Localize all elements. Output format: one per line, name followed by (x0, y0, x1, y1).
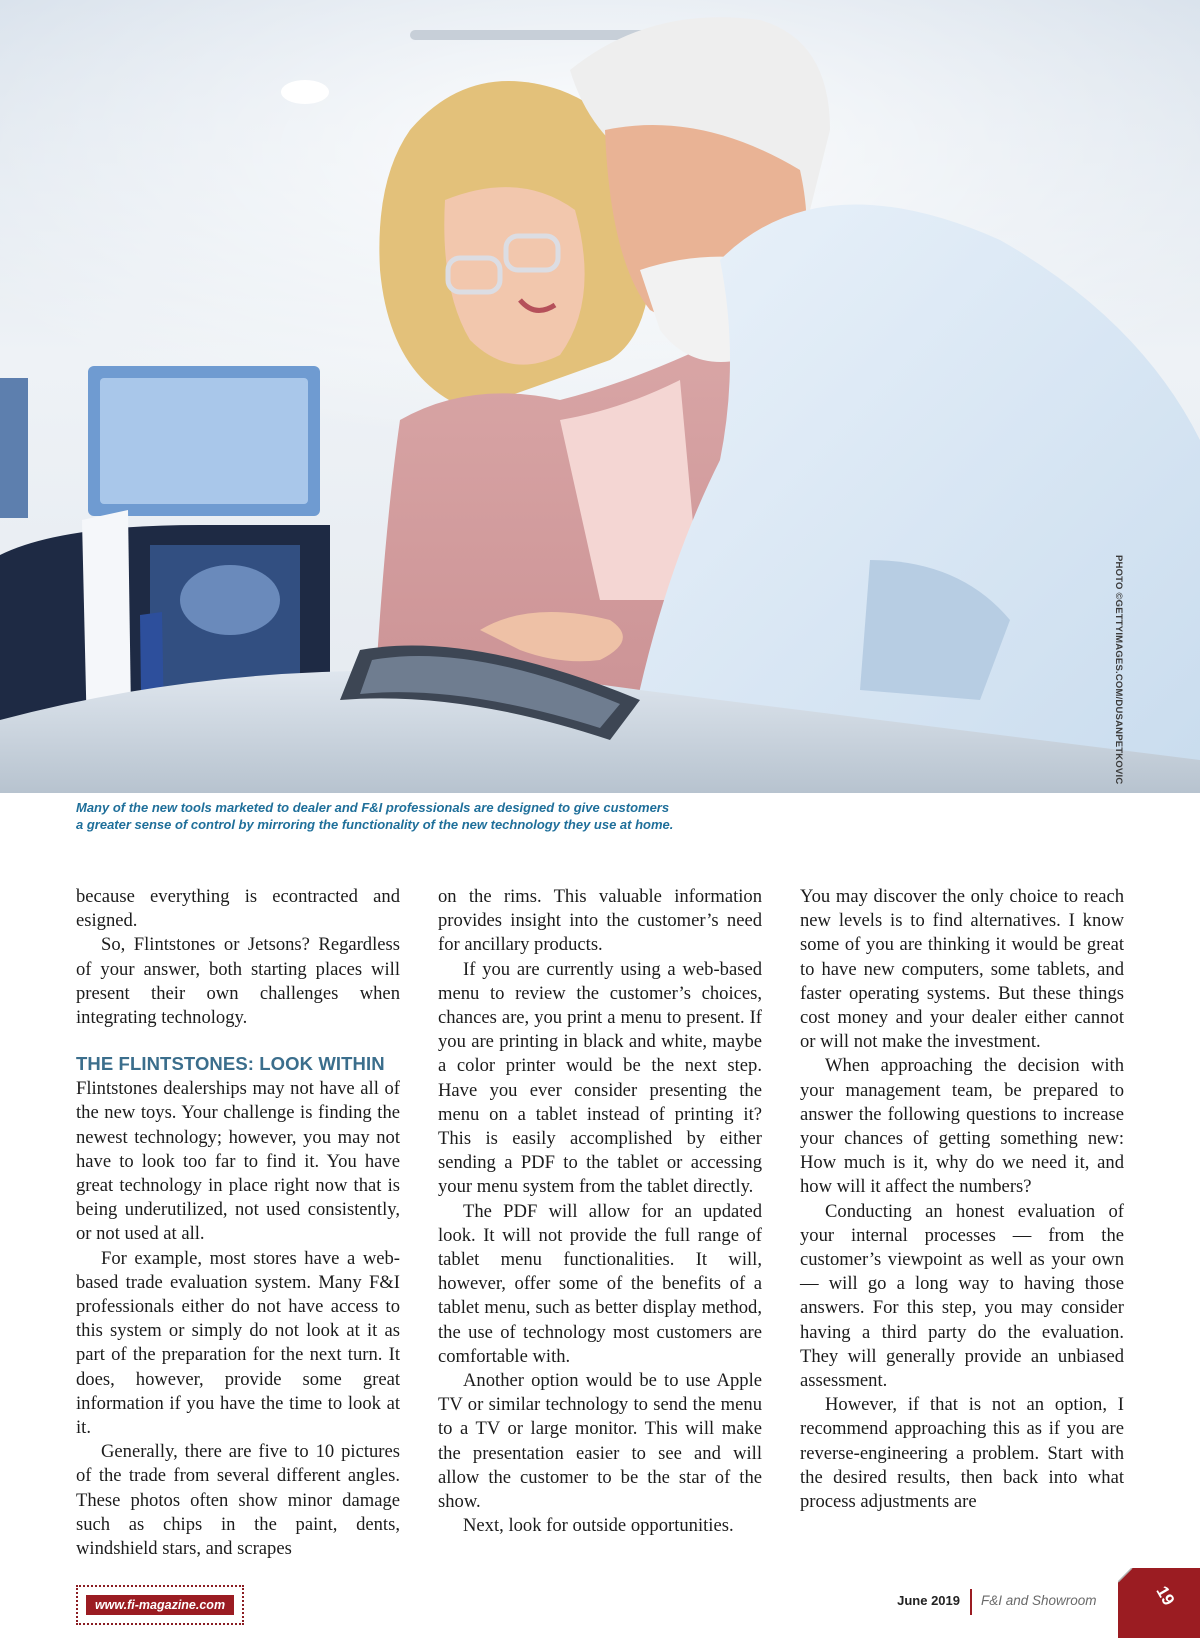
photo-couple-tablet-illustration (0, 0, 1200, 793)
hero-photo (0, 0, 1200, 793)
footer-divider (970, 1589, 972, 1615)
website-link[interactable]: www.fi-magazine.com (86, 1595, 234, 1615)
issue-date: June 2019 (897, 1593, 960, 1608)
paragraph: Flintstones dealerships may not have all of the new toys. Your challenge is finding the newest technology; however, you may not have to look too far to find it. You have great technology in place right now that is being underutilized, not used consistently, or not used at all. (76, 1078, 400, 1245)
caption-line-2: a greater sense of control by mirroring the functionality of the new technology they use at home. (76, 817, 674, 832)
magazine-name: F&I and Showroom (981, 1593, 1097, 1608)
paragraph: because everything is econtracted and esigned. (76, 886, 400, 932)
photo-credit: PHOTO ©GETTYIMAGES.COM/DUSANPETKOVIC (1113, 555, 1124, 785)
photo-caption (76, 799, 696, 833)
paragraph: on the rims. This valuable information provides insight into the customer’s need for ancillary products. (438, 886, 762, 956)
article-column-3 (800, 885, 1124, 1514)
paragraph: So, Flintstones or Jetsons? Regardless of your answer, both starting places will present their own challenges when integrating technology. (76, 934, 400, 1029)
page-number: 19 (1152, 1582, 1179, 1609)
paragraph: Generally, there are five to 10 pictures of the trade from several different angles. These photos often show minor damage such as chips in the paint, dents, windshield stars, and scrapes (76, 1441, 400, 1560)
paragraph: Another option would be to use Apple TV or similar technology to send the menu to a TV or large monitor. This will make the presentation easier to see and will allow the customer to be the star of the show. (438, 1370, 762, 1513)
paragraph: For example, most stores have a web-based trade evaluation system. Many F&I professionals either do not have access to this system or simply do not look at it as part of the preparation for the next turn. It does, however, provide some great information if you have the time to look at it. (76, 1247, 400, 1439)
paragraph: You may discover the only choice to reach new levels is to find alternatives. I know some of you are thinking it would be great to have new computers, some tablets, and faster operating systems. But these things cost money and your dealer either cannot or will not make the investment. (800, 886, 1124, 1053)
paragraph: Next, look for outside opportunities. (463, 1515, 734, 1537)
caption-line-1: Many of the new tools marketed to dealer and F&I professionals are designed to give customers (76, 800, 670, 815)
article-column-2 (438, 885, 762, 1538)
paragraph: When approaching the decision with your management team, be prepared to answer the following questions to increase your chances of getting something new: How much is it, why do we need it, and how will it affect the numbers? (800, 1055, 1124, 1198)
paragraph: The PDF will allow for an updated look. It will not provide the full range of tablet menu functionalities. It will, however, offer some of the benefits of a tablet menu, such as better display method, the use of technology most customers are comfortable with. (438, 1200, 762, 1367)
paragraph: However, if that is not an option, I recommend approaching this as if you are reverse-engineering a problem. Start with the desired results, then back into what process adjustments are (800, 1394, 1124, 1513)
section-heading: THE FLINTSTONES: LOOK WITHIN (76, 1053, 385, 1075)
website-link-box[interactable] (76, 1585, 244, 1625)
paragraph: Conducting an honest evaluation of your internal processes — from the customer’s viewpoint as well as your own — will go a long way to having those answers. For this step, you may consider having a third party do the evaluation. They will generally provide an unbiased assessment. (800, 1200, 1124, 1392)
article-column-1 (76, 885, 400, 1561)
paragraph: If you are currently using a web-based menu to review the customer’s choices, chances are, you print a menu to present. If you are printing in black and white, maybe a color printer would be the next step. Have you ever consider presenting the menu on a tablet instead of printing it? This is easily accomplished by either sending a PDF to the tablet or accessing your menu system from the tablet directly. (438, 958, 762, 1198)
